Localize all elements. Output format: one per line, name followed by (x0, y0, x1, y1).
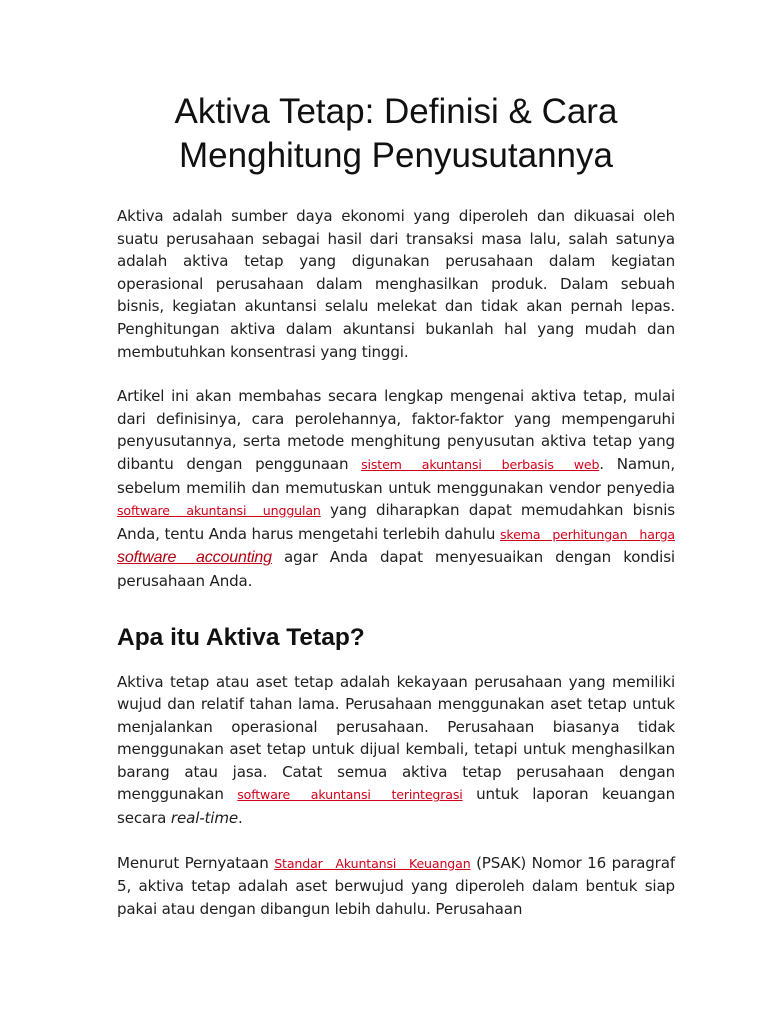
section1-text-1: Aktiva tetap atau aset tetap adalah kekayaan perusahaan yang memiliki wujud dan relatif tahan lama. Perusahaan menggunakan aset tetap untuk menjalankan operasional perusahaan. Perusahaan biasanya tidak menggunakan aset tetap untuk dijual kembali, tetapi untuk menghasilkan barang atau jasa. Catat semua aktiva tetap perusahaan dengan menggunakan (117, 672, 675, 804)
article-title: Aktiva Tetap: Definisi & Cara Menghitung Penyusutannya (174, 92, 618, 175)
intro2-text-2: . Namun, sebelum memilih dan memutuskan untuk menggunakan vendor penyedia (117, 454, 675, 497)
section-heading: Apa itu Aktiva Tetap? (117, 623, 365, 651)
section2-text-1: Menurut Pernyataan (117, 853, 275, 872)
link-software-akuntansi-terintegrasi[interactable]: software akuntansi terintegrasi (237, 787, 463, 803)
link-standar-akuntansi-keuangan[interactable]: Standar Akuntansi Keuangan (274, 855, 471, 871)
intro-paragraph-2 (117, 385, 675, 592)
section2-text-2: (PSAK) Nomor 16 paragraf 5, aktiva tetap adalah aset berwujud yang diperoleh dalam bentuk siap pakai atau dengan dibangun lebih dahulu. Perusahaan (117, 853, 676, 918)
intro-paragraph-1: Aktiva adalah sumber daya ekonomi yang diperoleh dan dikuasai oleh suatu perusahaan sebagai hasil dari transaksi masa lalu, salah satunya adalah aktiva tetap yang digunakan perusahaan dalam kegiatan operasional perusahaan dalam menghasilkan produk. Dalam sebuah bisnis, kegiatan akuntansi selalu melekat dan tidak akan pernah lepas. Penghitungan aktiva dalam akuntansi bukanlah hal yang mudah dan membutuhkan konsentrasi yang tinggi. (117, 207, 675, 361)
intro2-text-4: agar Anda dapat menyesuaikan dengan kondisi perusahaan Anda. (117, 548, 675, 590)
intro2-text-1: Artikel ini akan membahas secara lengkap mengenai aktiva tetap, mulai dari definisinya, cara perolehannya, faktor-faktor yang mempengaruhi penyusutannya, serta metode menghitung penyusutan aktiva tetap yang dibantu dengan penggunaan (117, 387, 675, 473)
link3-text: skema perhitungan harga (500, 526, 675, 542)
section1-text-2: untuk laporan keuangan secara (117, 785, 675, 828)
article (117, 0, 675, 920)
link3-emphasis: software accounting (117, 549, 272, 567)
section-paragraph-1 (117, 671, 675, 830)
link-sistem-akuntansi-berbasis-web[interactable]: sistem akuntansi berbasis web (361, 456, 600, 472)
section1-text-3: . (238, 809, 243, 828)
section1-emphasis: real-time (170, 809, 239, 828)
link-software-akuntansi-unggulan[interactable]: software akuntansi unggulan (117, 503, 321, 519)
section-paragraph-2 (117, 852, 675, 921)
intro2-text-3: yang diharapkan dapat memudahkan bisnis Anda, tentu Anda harus mengetahi terlebih dahulu (117, 501, 675, 543)
